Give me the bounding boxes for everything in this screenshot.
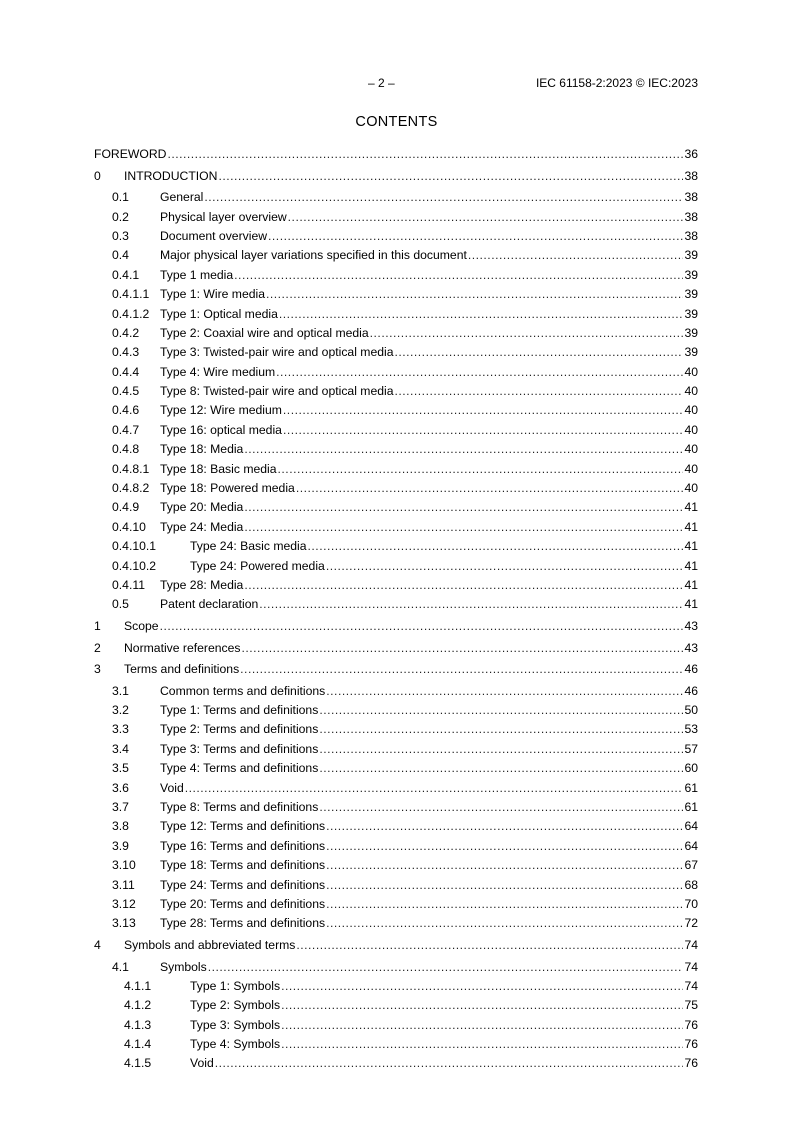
dot-leader xyxy=(160,617,684,636)
toc-entry-number: 3.10 xyxy=(112,858,136,873)
toc-entry[interactable] xyxy=(94,227,698,246)
dot-leader xyxy=(326,856,683,875)
toc-entry-label: FOREWORD xyxy=(94,147,167,161)
toc-entry-number: 3.8 xyxy=(112,819,129,834)
toc-entry[interactable] xyxy=(94,266,698,285)
toc-entry-label: Type 3: Twisted-pair wire and optical media xyxy=(160,345,394,360)
dot-leader xyxy=(278,460,684,479)
toc-entry[interactable] xyxy=(94,537,698,556)
dot-leader xyxy=(288,208,684,227)
toc-entry-page: 39 xyxy=(684,345,698,360)
toc-entry-number: 0.4.4 xyxy=(112,364,140,379)
toc-entry-page: 60 xyxy=(684,761,698,776)
toc-entry[interactable] xyxy=(94,682,698,701)
dot-leader xyxy=(319,798,683,817)
toc-entry-number: 0.4.6 xyxy=(112,403,140,418)
toc-entry-number: 3.7 xyxy=(112,800,129,815)
toc-entry[interactable] xyxy=(94,1054,698,1073)
toc-entry-page: 64 xyxy=(684,819,698,834)
dot-leader xyxy=(185,779,684,798)
toc-entry[interactable] xyxy=(94,701,698,720)
toc-entry-label: Type 28: Media xyxy=(160,577,244,592)
toc-entry-page: 38 xyxy=(684,228,698,243)
toc-entry-label: Type 2: Coaxial wire and optical media xyxy=(160,325,369,340)
toc-entry[interactable] xyxy=(94,996,698,1015)
toc-entry[interactable] xyxy=(94,895,698,914)
toc-entry[interactable] xyxy=(94,817,698,836)
document-id: IEC 61158-2:2023 © IEC:2023 xyxy=(535,76,698,90)
toc-entry-label: Symbols xyxy=(160,959,207,974)
toc-entry[interactable] xyxy=(94,479,698,498)
toc-entry-page: 40 xyxy=(684,481,698,496)
dot-leader xyxy=(326,914,683,933)
toc-entry-page: 39 xyxy=(684,267,698,282)
toc-entry-number: 1 xyxy=(94,618,101,633)
toc-entry[interactable] xyxy=(94,936,698,955)
toc-entry-label: Type 1: Symbols xyxy=(190,978,281,993)
table-of-contents xyxy=(94,145,698,1074)
dot-leader xyxy=(281,1035,683,1054)
dot-leader xyxy=(394,343,683,362)
toc-entry-label: Symbols and abbreviated terms xyxy=(124,937,296,952)
toc-entry-number: 3 xyxy=(94,662,101,677)
dot-leader xyxy=(319,740,683,759)
toc-entry-page: 36 xyxy=(684,147,698,161)
toc-entry-number: 0.4.9 xyxy=(112,500,140,515)
toc-entry-number: 2 xyxy=(94,640,101,655)
dot-leader xyxy=(326,682,683,701)
toc-entry[interactable] xyxy=(94,557,698,576)
dot-leader xyxy=(326,817,683,836)
toc-entry-label: Type 16: optical media xyxy=(160,422,282,437)
toc-entry-number: 4 xyxy=(94,937,101,952)
toc-entry-label: Type 16: Terms and definitions xyxy=(160,838,326,853)
toc-entry-label: Type 1: Wire media xyxy=(160,287,265,302)
toc-entry-label: Type 24: Media xyxy=(160,519,244,534)
toc-entry-number: 0.4.8.2 xyxy=(112,481,150,496)
toc-entry-label: Terms and definitions xyxy=(124,662,240,677)
toc-entry-number: 0.4.5 xyxy=(112,384,140,399)
toc-entry[interactable] xyxy=(94,1016,698,1035)
dot-leader xyxy=(215,1054,684,1073)
dot-leader xyxy=(281,1016,683,1035)
dot-leader xyxy=(279,305,684,324)
toc-entry-label: Common terms and definitions xyxy=(160,683,326,698)
toc-entry-page: 64 xyxy=(684,838,698,853)
dot-leader xyxy=(319,759,683,778)
toc-entry[interactable] xyxy=(94,440,698,459)
toc-entry-label: Type 4: Symbols xyxy=(190,1037,281,1052)
dot-leader xyxy=(208,958,684,977)
toc-entry-label: Type 4: Terms and definitions xyxy=(160,761,319,776)
toc-entry[interactable] xyxy=(94,576,698,595)
toc-entry-page: 74 xyxy=(684,937,698,952)
toc-entry-number: 0.4.7 xyxy=(112,422,140,437)
toc-entry-label: General xyxy=(160,190,204,205)
toc-entry-number: 3.5 xyxy=(112,761,129,776)
toc-entry-page: 40 xyxy=(684,364,698,379)
toc-entry[interactable] xyxy=(94,660,698,679)
dot-leader xyxy=(296,936,683,955)
toc-entry-page: 67 xyxy=(684,858,698,873)
dot-leader xyxy=(234,266,683,285)
toc-entry-number: 0.4.10.1 xyxy=(112,539,157,554)
dot-leader xyxy=(240,660,683,679)
toc-entry-page: 43 xyxy=(684,618,698,633)
dot-leader xyxy=(244,518,683,537)
toc-entry-number: 0.2 xyxy=(112,209,129,224)
toc-entry-label: Type 12: Terms and definitions xyxy=(160,819,326,834)
toc-entry-number: 3.12 xyxy=(112,896,136,911)
toc-entry-number: 0.4.1.1 xyxy=(112,287,150,302)
toc-entry[interactable] xyxy=(94,977,698,996)
toc-entry[interactable] xyxy=(94,208,698,227)
toc-entry-number: 3.1 xyxy=(112,683,129,698)
dot-leader xyxy=(319,701,683,720)
toc-entry-page: 41 xyxy=(684,558,698,573)
toc-entry-number: 3.4 xyxy=(112,741,129,756)
toc-entry-label: Major physical layer variations specified in this document xyxy=(160,248,467,263)
toc-entry-page: 39 xyxy=(684,325,698,340)
toc-entry-page: 76 xyxy=(684,1017,698,1032)
toc-entry-number: 0.4.2 xyxy=(112,325,140,340)
dot-leader xyxy=(244,576,683,595)
toc-entry-page: 38 xyxy=(684,168,698,183)
toc-entry-label: INTRODUCTION xyxy=(124,168,218,183)
toc-entry-label: Type 24: Basic media xyxy=(190,539,307,554)
toc-entry[interactable] xyxy=(94,145,698,164)
dot-leader xyxy=(281,996,683,1015)
toc-entry[interactable] xyxy=(94,759,698,778)
toc-entry[interactable] xyxy=(94,876,698,895)
toc-entry-page: 46 xyxy=(684,662,698,677)
toc-entry-page: 72 xyxy=(684,916,698,931)
toc-entry-label: Type 18: Basic media xyxy=(160,461,277,476)
toc-entry-page: 39 xyxy=(684,306,698,321)
toc-entry[interactable] xyxy=(94,498,698,517)
dot-leader xyxy=(242,639,684,658)
toc-entry-number: 4.1.1 xyxy=(124,978,152,993)
dot-leader xyxy=(394,382,683,401)
toc-entry[interactable] xyxy=(94,595,698,614)
toc-entry-number: 0.1 xyxy=(112,190,129,205)
toc-entry[interactable] xyxy=(94,167,698,186)
toc-entry[interactable] xyxy=(94,914,698,933)
toc-entry-number: 3.6 xyxy=(112,780,129,795)
dot-leader xyxy=(326,837,683,856)
toc-entry-label: Patent declaration xyxy=(160,597,259,612)
toc-entry-label: Type 28: Terms and definitions xyxy=(160,916,326,931)
toc-entry[interactable] xyxy=(94,639,698,658)
toc-entry[interactable] xyxy=(94,421,698,440)
toc-entry-number: 4.1.2 xyxy=(124,998,152,1013)
toc-entry-label: Type 24: Terms and definitions xyxy=(160,877,326,892)
page-number: – 2 – xyxy=(368,76,395,90)
toc-entry[interactable] xyxy=(94,401,698,420)
dot-leader xyxy=(276,363,683,382)
dot-leader xyxy=(319,720,683,739)
dot-leader xyxy=(244,498,683,517)
page-header xyxy=(0,76,793,92)
toc-entry-page: 40 xyxy=(684,461,698,476)
toc-entry-page: 57 xyxy=(684,741,698,756)
toc-entry-page: 74 xyxy=(684,959,698,974)
toc-entry-number: 0.3 xyxy=(112,228,129,243)
toc-entry-page: 61 xyxy=(684,800,698,815)
toc-entry-number: 4.1.3 xyxy=(124,1017,152,1032)
toc-entry-number: 3.11 xyxy=(112,877,135,892)
toc-entry-label: Type 24: Powered media xyxy=(190,558,325,573)
toc-entry[interactable] xyxy=(94,1035,698,1054)
toc-entry-label: Type 8: Terms and definitions xyxy=(160,800,319,815)
toc-entry-number: 0.4.3 xyxy=(112,345,140,360)
toc-entry-page: 41 xyxy=(684,577,698,592)
toc-entry[interactable] xyxy=(94,305,698,324)
toc-entry-page: 39 xyxy=(684,248,698,263)
toc-entry-number: 0 xyxy=(94,168,101,183)
toc-entry-number: 0.4.8.1 xyxy=(112,461,150,476)
toc-entry-number: 4.1 xyxy=(112,959,129,974)
toc-entry-label: Physical layer overview xyxy=(160,209,287,224)
dot-leader xyxy=(326,895,683,914)
toc-entry[interactable] xyxy=(94,617,698,636)
toc-entry-page: 76 xyxy=(684,1037,698,1052)
toc-entry-page: 74 xyxy=(684,978,698,993)
toc-entry-number: 0.4.1.2 xyxy=(112,306,150,321)
toc-entry-number: 0.4.10.2 xyxy=(112,558,157,573)
toc-entry-number: 0.4.11 xyxy=(112,577,145,592)
toc-entry-label: Type 3: Symbols xyxy=(190,1017,281,1032)
toc-entry-label: Void xyxy=(190,1056,214,1071)
toc-entry[interactable] xyxy=(94,779,698,798)
dot-leader xyxy=(167,145,683,164)
toc-entry[interactable] xyxy=(94,188,698,207)
toc-entry-label: Type 1: Optical media xyxy=(160,306,278,321)
toc-entry-page: 38 xyxy=(684,209,698,224)
toc-entry-page: 38 xyxy=(684,190,698,205)
toc-entry[interactable] xyxy=(94,343,698,362)
toc-entry[interactable] xyxy=(94,798,698,817)
toc-entry-page: 76 xyxy=(684,1056,698,1071)
toc-entry-label: Type 18: Media xyxy=(160,442,244,457)
dot-leader xyxy=(268,227,683,246)
toc-entry-number: 0.4.1 xyxy=(112,267,140,282)
toc-entry-page: 41 xyxy=(684,500,698,515)
dot-leader xyxy=(370,324,684,343)
dot-leader xyxy=(326,557,684,576)
toc-entry-label: Type 12: Wire medium xyxy=(160,403,282,418)
toc-entry-label: Type 18: Powered media xyxy=(160,481,295,496)
toc-entry-number: 3.9 xyxy=(112,838,129,853)
toc-entry-page: 40 xyxy=(684,403,698,418)
dot-leader xyxy=(259,595,683,614)
toc-entry-number: 3.3 xyxy=(112,722,129,737)
toc-entry[interactable] xyxy=(94,363,698,382)
toc-entry-label: Document overview xyxy=(160,228,268,243)
toc-entry[interactable] xyxy=(94,518,698,537)
dot-leader xyxy=(326,876,683,895)
toc-entry-number: 0.4.10 xyxy=(112,519,146,534)
toc-entry-label: Scope xyxy=(124,618,159,633)
toc-entry-label: Type 18: Terms and definitions xyxy=(160,858,326,873)
toc-entry-number: 4.1.4 xyxy=(124,1037,152,1052)
page-title: CONTENTS xyxy=(355,114,438,130)
toc-entry-label: Type 20: Media xyxy=(160,500,244,515)
toc-entry[interactable] xyxy=(94,856,698,875)
toc-entry-label: Normative references xyxy=(124,640,241,655)
toc-entry-page: 43 xyxy=(684,640,698,655)
toc-entry-page: 41 xyxy=(684,519,698,534)
toc-entry[interactable] xyxy=(94,382,698,401)
toc-entry[interactable] xyxy=(94,324,698,343)
toc-entry-page: 53 xyxy=(684,722,698,737)
toc-entry-label: Type 3: Terms and definitions xyxy=(160,741,319,756)
dot-leader xyxy=(308,537,684,556)
toc-entry-number: 0.5 xyxy=(112,597,129,612)
toc-entry-page: 68 xyxy=(684,877,698,892)
toc-entry-page: 75 xyxy=(684,998,698,1013)
dot-leader xyxy=(296,479,684,498)
dot-leader xyxy=(204,188,683,207)
toc-entry[interactable] xyxy=(94,837,698,856)
toc-entry-label: Type 1: Terms and definitions xyxy=(160,703,319,718)
toc-entry-number: 0.4 xyxy=(112,248,129,263)
toc-entry-label: Void xyxy=(160,780,184,795)
toc-entry-label: Type 20: Terms and definitions xyxy=(160,896,326,911)
toc-entry-label: Type 2: Terms and definitions xyxy=(160,722,319,737)
toc-entry-label: Type 1 media xyxy=(160,267,234,282)
toc-entry-label: Type 4: Wire medium xyxy=(160,364,276,379)
dot-leader xyxy=(218,167,683,186)
toc-entry-label: Type 8: Twisted-pair wire and optical media xyxy=(160,384,394,399)
toc-entry-page: 41 xyxy=(684,539,698,554)
toc-entry-page: 50 xyxy=(684,703,698,718)
toc-entry-page: 61 xyxy=(684,780,698,795)
dot-leader xyxy=(281,977,683,996)
toc-entry-page: 40 xyxy=(684,442,698,457)
toc-entry-page: 39 xyxy=(684,287,698,302)
dot-leader xyxy=(283,401,684,420)
toc-entry[interactable] xyxy=(94,460,698,479)
toc-entry[interactable] xyxy=(94,958,698,977)
dot-leader xyxy=(244,440,683,459)
toc-entry-page: 40 xyxy=(684,384,698,399)
toc-entry-number: 0.4.8 xyxy=(112,442,140,457)
toc-entry[interactable] xyxy=(94,246,698,265)
dot-leader xyxy=(283,421,683,440)
dot-leader xyxy=(468,246,684,265)
toc-entry-label: Type 2: Symbols xyxy=(190,998,281,1013)
dot-leader xyxy=(266,285,683,304)
toc-entry-page: 70 xyxy=(684,896,698,911)
toc-entry[interactable] xyxy=(94,720,698,739)
toc-entry-page: 46 xyxy=(684,683,698,698)
toc-entry-page: 41 xyxy=(684,597,698,612)
toc-entry-number: 3.13 xyxy=(112,916,136,931)
toc-entry-page: 40 xyxy=(684,422,698,437)
toc-entry-number: 4.1.5 xyxy=(124,1056,152,1071)
toc-entry[interactable] xyxy=(94,285,698,304)
toc-entry-number: 3.2 xyxy=(112,703,129,718)
toc-entry[interactable] xyxy=(94,740,698,759)
